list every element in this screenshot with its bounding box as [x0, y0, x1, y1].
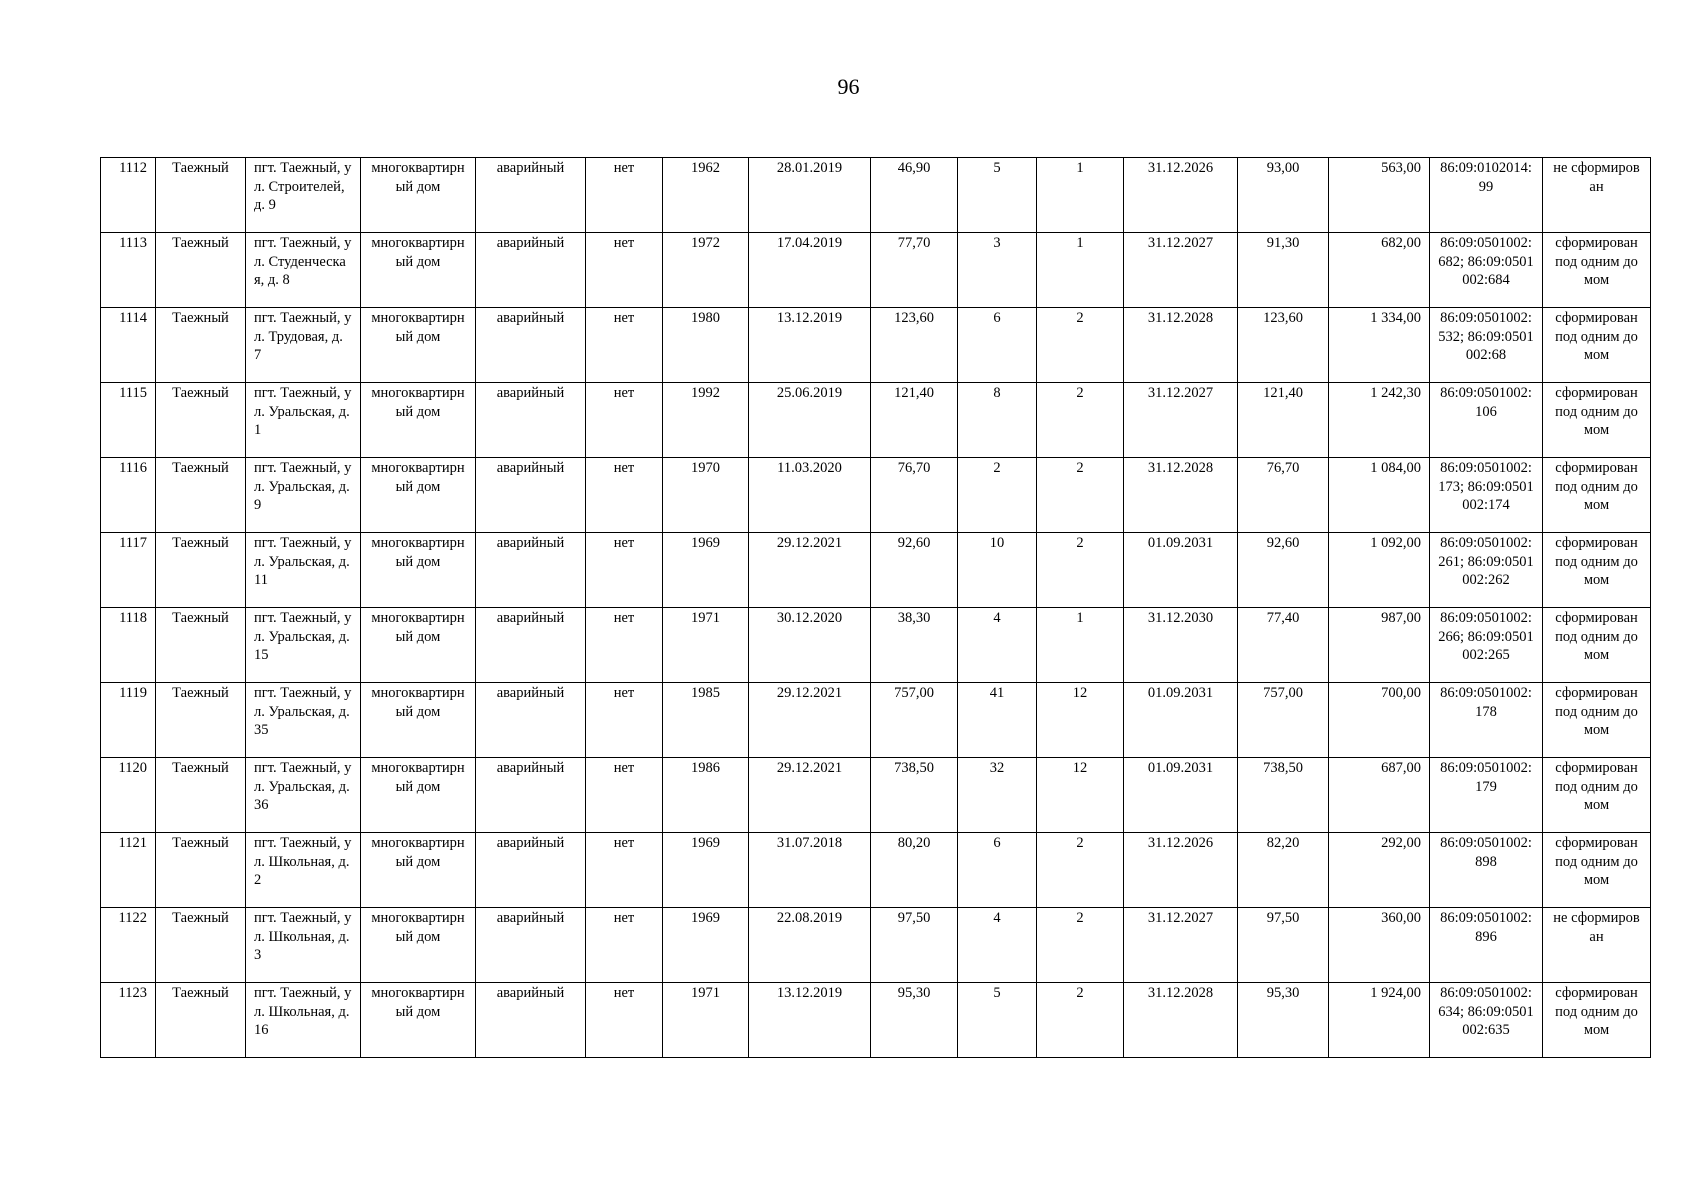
- table-row: [101, 158, 1651, 233]
- deadline-cell: 01.09.2031: [1124, 533, 1238, 608]
- area-cell: 38,30: [871, 608, 958, 683]
- settlement-cell: Таежный: [156, 158, 246, 233]
- deadline-cell: 31.12.2030: [1124, 608, 1238, 683]
- cadastral-number-cell: 86:09:0501002:173; 86:09:0501002:174: [1430, 458, 1543, 533]
- settlement-cell: Таежный: [156, 383, 246, 458]
- flag-cell: нет: [586, 458, 663, 533]
- deadline-cell: 31.12.2028: [1124, 308, 1238, 383]
- deadline-cell: 31.12.2027: [1124, 908, 1238, 983]
- land-area-cell: 563,00: [1329, 158, 1430, 233]
- land-status-cell: сформирован под одним домом: [1543, 608, 1651, 683]
- land-area-cell: 682,00: [1329, 233, 1430, 308]
- settlement-cell: Таежный: [156, 908, 246, 983]
- address-cell: пгт. Таежный, ул. Уральская, д. 15: [246, 608, 361, 683]
- land-area-cell: 687,00: [1329, 758, 1430, 833]
- premises-cell: 2: [1037, 533, 1124, 608]
- flag-cell: нет: [586, 533, 663, 608]
- address-cell: пгт. Таежный, ул. Школьная, д. 3: [246, 908, 361, 983]
- land-status-cell: не сформирован: [1543, 908, 1651, 983]
- row-number: 1113: [101, 233, 156, 308]
- flag-cell: нет: [586, 908, 663, 983]
- land-area-cell: 987,00: [1329, 608, 1430, 683]
- building-type-cell: многоквартирный дом: [361, 233, 476, 308]
- total-area-cell: 77,40: [1238, 608, 1329, 683]
- address-cell: пгт. Таежный, ул. Школьная, д. 2: [246, 833, 361, 908]
- address-cell: пгт. Таежный, ул. Уральская, д. 35: [246, 683, 361, 758]
- residents-cell: 8: [958, 383, 1037, 458]
- condition-cell: аварийный: [476, 683, 586, 758]
- table-row: [101, 383, 1651, 458]
- residents-cell: 4: [958, 608, 1037, 683]
- decision-date-cell: 29.12.2021: [749, 758, 871, 833]
- area-cell: 77,70: [871, 233, 958, 308]
- total-area-cell: 93,00: [1238, 158, 1329, 233]
- year-cell: 1971: [663, 608, 749, 683]
- condition-cell: аварийный: [476, 233, 586, 308]
- building-type-cell: многоквартирный дом: [361, 158, 476, 233]
- land-status-cell: сформирован под одним домом: [1543, 308, 1651, 383]
- year-cell: 1971: [663, 983, 749, 1058]
- total-area-cell: 95,30: [1238, 983, 1329, 1058]
- cadastral-number-cell: 86:09:0501002:179: [1430, 758, 1543, 833]
- area-cell: 95,30: [871, 983, 958, 1058]
- residents-cell: 32: [958, 758, 1037, 833]
- land-area-cell: 1 242,30: [1329, 383, 1430, 458]
- area-cell: 121,40: [871, 383, 958, 458]
- year-cell: 1962: [663, 158, 749, 233]
- settlement-cell: Таежный: [156, 608, 246, 683]
- premises-cell: 2: [1037, 458, 1124, 533]
- residents-cell: 6: [958, 308, 1037, 383]
- settlement-cell: Таежный: [156, 833, 246, 908]
- table-row: [101, 533, 1651, 608]
- address-cell: пгт. Таежный, ул. Уральская, д. 1: [246, 383, 361, 458]
- row-number: 1117: [101, 533, 156, 608]
- land-status-cell: сформирован под одним домом: [1543, 458, 1651, 533]
- total-area-cell: 757,00: [1238, 683, 1329, 758]
- total-area-cell: 76,70: [1238, 458, 1329, 533]
- flag-cell: нет: [586, 983, 663, 1058]
- table-row: [101, 308, 1651, 383]
- deadline-cell: 01.09.2031: [1124, 683, 1238, 758]
- cadastral-number-cell: 86:09:0501002:106: [1430, 383, 1543, 458]
- land-status-cell: сформирован под одним домом: [1543, 533, 1651, 608]
- land-area-cell: 1 334,00: [1329, 308, 1430, 383]
- row-number: 1112: [101, 158, 156, 233]
- year-cell: 1972: [663, 233, 749, 308]
- settlement-cell: Таежный: [156, 983, 246, 1058]
- area-cell: 92,60: [871, 533, 958, 608]
- decision-date-cell: 29.12.2021: [749, 533, 871, 608]
- building-type-cell: многоквартирный дом: [361, 383, 476, 458]
- residents-cell: 4: [958, 908, 1037, 983]
- condition-cell: аварийный: [476, 458, 586, 533]
- residents-cell: 41: [958, 683, 1037, 758]
- condition-cell: аварийный: [476, 833, 586, 908]
- year-cell: 1969: [663, 908, 749, 983]
- residents-cell: 2: [958, 458, 1037, 533]
- land-area-cell: 1 924,00: [1329, 983, 1430, 1058]
- condition-cell: аварийный: [476, 608, 586, 683]
- row-number: 1119: [101, 683, 156, 758]
- settlement-cell: Таежный: [156, 533, 246, 608]
- flag-cell: нет: [586, 833, 663, 908]
- area-cell: 757,00: [871, 683, 958, 758]
- year-cell: 1992: [663, 383, 749, 458]
- flag-cell: нет: [586, 158, 663, 233]
- deadline-cell: 31.12.2026: [1124, 833, 1238, 908]
- cadastral-number-cell: 86:09:0501002:261; 86:09:0501002:262: [1430, 533, 1543, 608]
- area-cell: 738,50: [871, 758, 958, 833]
- settlement-cell: Таежный: [156, 758, 246, 833]
- residents-cell: 10: [958, 533, 1037, 608]
- land-status-cell: сформирован под одним домом: [1543, 683, 1651, 758]
- year-cell: 1985: [663, 683, 749, 758]
- settlement-cell: Таежный: [156, 308, 246, 383]
- total-area-cell: 91,30: [1238, 233, 1329, 308]
- cadastral-number-cell: 86:09:0501002:178: [1430, 683, 1543, 758]
- row-number: 1121: [101, 833, 156, 908]
- settlement-cell: Таежный: [156, 233, 246, 308]
- year-cell: 1969: [663, 533, 749, 608]
- premises-cell: 2: [1037, 833, 1124, 908]
- row-number: 1118: [101, 608, 156, 683]
- premises-cell: 1: [1037, 158, 1124, 233]
- premises-cell: 1: [1037, 233, 1124, 308]
- deadline-cell: 31.12.2027: [1124, 233, 1238, 308]
- decision-date-cell: 30.12.2020: [749, 608, 871, 683]
- land-status-cell: сформирован под одним домом: [1543, 983, 1651, 1058]
- flag-cell: нет: [586, 308, 663, 383]
- address-cell: пгт. Таежный, ул. Трудовая, д. 7: [246, 308, 361, 383]
- flag-cell: нет: [586, 683, 663, 758]
- condition-cell: аварийный: [476, 308, 586, 383]
- decision-date-cell: 17.04.2019: [749, 233, 871, 308]
- building-type-cell: многоквартирный дом: [361, 308, 476, 383]
- land-status-cell: сформирован под одним домом: [1543, 233, 1651, 308]
- decision-date-cell: 11.03.2020: [749, 458, 871, 533]
- condition-cell: аварийный: [476, 983, 586, 1058]
- year-cell: 1986: [663, 758, 749, 833]
- total-area-cell: 738,50: [1238, 758, 1329, 833]
- deadline-cell: 31.12.2028: [1124, 458, 1238, 533]
- table-row: [101, 908, 1651, 983]
- area-cell: 80,20: [871, 833, 958, 908]
- area-cell: 97,50: [871, 908, 958, 983]
- flag-cell: нет: [586, 233, 663, 308]
- row-number: 1123: [101, 983, 156, 1058]
- address-cell: пгт. Таежный, ул. Школьная, д. 16: [246, 983, 361, 1058]
- building-type-cell: многоквартирный дом: [361, 608, 476, 683]
- table-row: [101, 608, 1651, 683]
- flag-cell: нет: [586, 608, 663, 683]
- area-cell: 46,90: [871, 158, 958, 233]
- table-row: [101, 758, 1651, 833]
- residents-cell: 6: [958, 833, 1037, 908]
- premises-cell: 2: [1037, 983, 1124, 1058]
- decision-date-cell: 25.06.2019: [749, 383, 871, 458]
- table-row: [101, 683, 1651, 758]
- cadastral-number-cell: 86:09:0102014:99: [1430, 158, 1543, 233]
- building-type-cell: многоквартирный дом: [361, 758, 476, 833]
- flag-cell: нет: [586, 383, 663, 458]
- premises-cell: 12: [1037, 683, 1124, 758]
- premises-cell: 2: [1037, 308, 1124, 383]
- residents-cell: 3: [958, 233, 1037, 308]
- area-cell: 123,60: [871, 308, 958, 383]
- decision-date-cell: 29.12.2021: [749, 683, 871, 758]
- building-type-cell: многоквартирный дом: [361, 458, 476, 533]
- address-cell: пгт. Таежный, ул. Уральская, д. 11: [246, 533, 361, 608]
- building-type-cell: многоквартирный дом: [361, 533, 476, 608]
- table-row: [101, 458, 1651, 533]
- building-type-cell: многоквартирный дом: [361, 983, 476, 1058]
- condition-cell: аварийный: [476, 758, 586, 833]
- condition-cell: аварийный: [476, 908, 586, 983]
- decision-date-cell: 22.08.2019: [749, 908, 871, 983]
- registry-body: [101, 158, 1651, 1058]
- row-number: 1120: [101, 758, 156, 833]
- decision-date-cell: 28.01.2019: [749, 158, 871, 233]
- land-status-cell: сформирован под одним домом: [1543, 758, 1651, 833]
- premises-cell: 12: [1037, 758, 1124, 833]
- condition-cell: аварийный: [476, 383, 586, 458]
- land-area-cell: 1 092,00: [1329, 533, 1430, 608]
- year-cell: 1969: [663, 833, 749, 908]
- total-area-cell: 121,40: [1238, 383, 1329, 458]
- flag-cell: нет: [586, 758, 663, 833]
- page-number: 96: [837, 74, 860, 99]
- address-cell: пгт. Таежный, ул. Уральская, д. 36: [246, 758, 361, 833]
- total-area-cell: 97,50: [1238, 908, 1329, 983]
- housing-registry-table: [100, 157, 1651, 1058]
- land-area-cell: 1 084,00: [1329, 458, 1430, 533]
- cadastral-number-cell: 86:09:0501002:532; 86:09:0501002:68: [1430, 308, 1543, 383]
- area-cell: 76,70: [871, 458, 958, 533]
- condition-cell: аварийный: [476, 533, 586, 608]
- residents-cell: 5: [958, 158, 1037, 233]
- building-type-cell: многоквартирный дом: [361, 908, 476, 983]
- total-area-cell: 123,60: [1238, 308, 1329, 383]
- decision-date-cell: 31.07.2018: [749, 833, 871, 908]
- year-cell: 1980: [663, 308, 749, 383]
- table-row: [101, 233, 1651, 308]
- row-number: 1122: [101, 908, 156, 983]
- premises-cell: 1: [1037, 608, 1124, 683]
- address-cell: пгт. Таежный, ул. Студенческая, д. 8: [246, 233, 361, 308]
- land-status-cell: сформирован под одним домом: [1543, 833, 1651, 908]
- total-area-cell: 92,60: [1238, 533, 1329, 608]
- year-cell: 1970: [663, 458, 749, 533]
- deadline-cell: 31.12.2026: [1124, 158, 1238, 233]
- land-status-cell: не сформирован: [1543, 158, 1651, 233]
- cadastral-number-cell: 86:09:0501002:682; 86:09:0501002:684: [1430, 233, 1543, 308]
- building-type-cell: многоквартирный дом: [361, 833, 476, 908]
- cadastral-number-cell: 86:09:0501002:896: [1430, 908, 1543, 983]
- building-type-cell: многоквартирный дом: [361, 683, 476, 758]
- land-area-cell: 360,00: [1329, 908, 1430, 983]
- deadline-cell: 31.12.2028: [1124, 983, 1238, 1058]
- settlement-cell: Таежный: [156, 458, 246, 533]
- land-area-cell: 292,00: [1329, 833, 1430, 908]
- cadastral-number-cell: 86:09:0501002:634; 86:09:0501002:635: [1430, 983, 1543, 1058]
- land-status-cell: сформирован под одним домом: [1543, 383, 1651, 458]
- row-number: 1114: [101, 308, 156, 383]
- premises-cell: 2: [1037, 908, 1124, 983]
- table-row: [101, 833, 1651, 908]
- decision-date-cell: 13.12.2019: [749, 983, 871, 1058]
- decision-date-cell: 13.12.2019: [749, 308, 871, 383]
- address-cell: пгт. Таежный, ул. Уральская, д. 9: [246, 458, 361, 533]
- table-row: [101, 983, 1651, 1058]
- settlement-cell: Таежный: [156, 683, 246, 758]
- cadastral-number-cell: 86:09:0501002:898: [1430, 833, 1543, 908]
- deadline-cell: 01.09.2031: [1124, 758, 1238, 833]
- condition-cell: аварийный: [476, 158, 586, 233]
- row-number: 1116: [101, 458, 156, 533]
- total-area-cell: 82,20: [1238, 833, 1329, 908]
- address-cell: пгт. Таежный, ул. Строителей, д. 9: [246, 158, 361, 233]
- land-area-cell: 700,00: [1329, 683, 1430, 758]
- row-number: 1115: [101, 383, 156, 458]
- cadastral-number-cell: 86:09:0501002:266; 86:09:0501002:265: [1430, 608, 1543, 683]
- residents-cell: 5: [958, 983, 1037, 1058]
- premises-cell: 2: [1037, 383, 1124, 458]
- deadline-cell: 31.12.2027: [1124, 383, 1238, 458]
